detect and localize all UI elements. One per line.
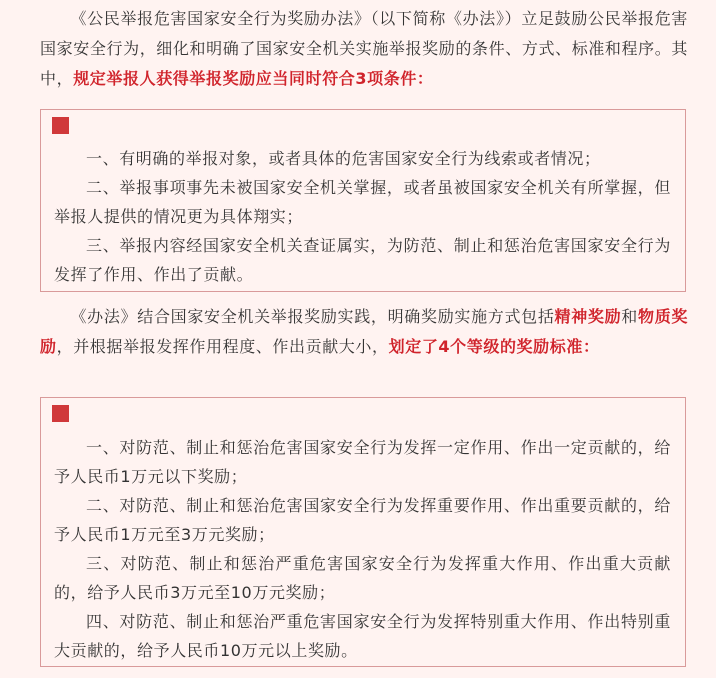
reward-level-item: 三、对防范、制止和惩治严重危害国家安全行为发挥重大作用、作出重大贡献的，给予人民币3万元至10万元奖励； [54, 554, 671, 602]
spiritual-reward-highlight: 精神奖励 [554, 307, 622, 326]
methods-paragraph [40, 302, 688, 362]
intro-highlight: 规定举报人获得举报奖励应当同时符合3项条件： [73, 69, 434, 88]
methods-text-2: 和 [621, 307, 638, 326]
condition-item: 三、举报内容经国家安全机关查证属实，为防范、制止和惩治危害国家安全行为发挥了作用、作出了贡献。 [54, 236, 671, 284]
reward-levels-list [54, 433, 671, 665]
reward-levels-highlight: 划定了4个等级的奖励标准： [388, 337, 600, 356]
reward-levels-box [40, 397, 686, 667]
intro-text: 《公民举报危害国家安全行为奖励办法》（以下简称《办法》）立足鼓励公民举报危害国家安全行为，细化和明确了国家安全机关实施举报奖励的条件、方式、标准和程序。其中， [40, 9, 688, 88]
intro-paragraph [40, 4, 688, 94]
condition-item: 二、举报事项事先未被国家安全机关掌握，或者虽被国家安全机关有所掌握，但举报人提供的情况更为具体翔实； [54, 178, 671, 226]
reward-level-item: 二、对防范、制止和惩治危害国家安全行为发挥重要作用、作出重要贡献的，给予人民币1万元至3万元奖励； [54, 496, 671, 544]
red-square-marker [52, 117, 69, 134]
conditions-box [40, 109, 686, 292]
condition-item: 一、有明确的举报对象，或者具体的危害国家安全行为线索或者情况； [86, 149, 601, 168]
material-reward-highlight: 物质奖励 [40, 307, 688, 356]
methods-text-3: ，并根据举报发挥作用程度、作出贡献大小， [56, 337, 389, 356]
methods-text-1: 《办法》结合国家安全机关举报奖励实践，明确奖励实施方式包括 [70, 307, 555, 326]
red-square-marker [52, 405, 69, 422]
reward-level-item: 一、对防范、制止和惩治危害国家安全行为发挥一定作用、作出一定贡献的，给予人民币1万元以下奖励； [54, 438, 671, 486]
conditions-list [54, 144, 671, 289]
reward-level-item: 四、对防范、制止和惩治严重危害国家安全行为发挥特别重大作用、作出特别重大贡献的，给予人民币10万元以上奖励。 [54, 612, 671, 660]
